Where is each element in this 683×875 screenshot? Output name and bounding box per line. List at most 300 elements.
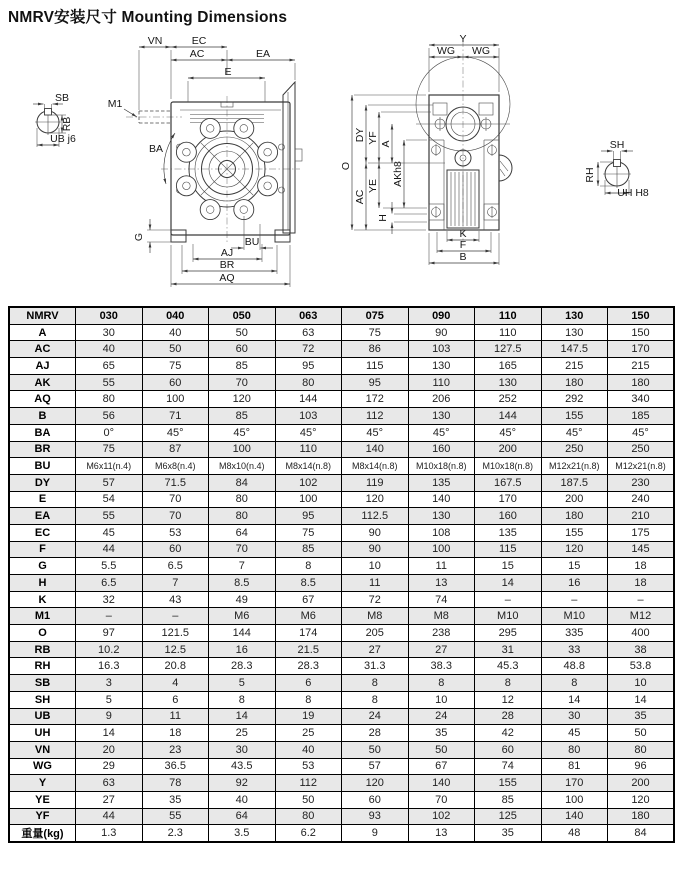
- dimension-cell: M8: [342, 608, 409, 625]
- dimension-cell: 60: [475, 741, 542, 758]
- dimension-cell: 120: [608, 791, 675, 808]
- dimension-cell: 75: [275, 524, 342, 541]
- dimension-cell: M8x14(n.8): [342, 458, 409, 475]
- dim-label-akh8: AKh8: [392, 161, 404, 187]
- dimension-cell: 205: [342, 625, 409, 642]
- dimension-cell: 16.3: [76, 658, 143, 675]
- dimension-cell: 121.5: [142, 625, 209, 642]
- dimension-cell: 70: [408, 791, 475, 808]
- row-label: O: [9, 625, 76, 642]
- dimension-cell: 30: [541, 708, 608, 725]
- dimension-cell: 140: [541, 808, 608, 825]
- header-cell-size: 040: [142, 307, 209, 324]
- dimension-cell: 10: [342, 558, 409, 575]
- dimension-cell: 100: [541, 791, 608, 808]
- dimension-cell: 45.3: [475, 658, 542, 675]
- dimension-cell: 28: [342, 725, 409, 742]
- dimension-cell: 60: [209, 341, 276, 358]
- row-label: EC: [9, 524, 76, 541]
- table-row: [9, 708, 674, 725]
- dimension-cell: M10x18(n.8): [408, 458, 475, 475]
- dimension-cell: 110: [275, 441, 342, 458]
- dimension-cell: 180: [541, 508, 608, 525]
- dimension-cell: 55: [76, 374, 143, 391]
- dimension-cell: 6: [275, 675, 342, 692]
- dimension-cell: 174: [275, 625, 342, 642]
- dimension-cell: 120: [541, 541, 608, 558]
- dimension-cell: 100: [408, 541, 475, 558]
- dimension-cell: 35: [608, 708, 675, 725]
- row-label: M1: [9, 608, 76, 625]
- dimension-cell: 15: [475, 558, 542, 575]
- dim-label-g: G: [133, 232, 145, 242]
- row-label: RH: [9, 658, 76, 675]
- dim-label-wg1: WG: [436, 45, 456, 57]
- dimension-cell: 45°: [275, 424, 342, 441]
- header-cell-size: 130: [541, 307, 608, 324]
- row-label: UH: [9, 725, 76, 742]
- dimension-cell: 21.5: [275, 641, 342, 658]
- row-label: Y: [9, 775, 76, 792]
- dimension-cell: 67: [275, 591, 342, 608]
- table-row: [9, 424, 674, 441]
- dimension-cell: 144: [209, 625, 276, 642]
- dimension-cell: 50: [209, 324, 276, 341]
- dimension-cell: 6.5: [76, 575, 143, 592]
- row-label: BU: [9, 458, 76, 475]
- header-cell-size: 050: [209, 307, 276, 324]
- dimension-cell: 57: [76, 474, 143, 491]
- dimension-cell: 7: [209, 558, 276, 575]
- table-row: [9, 825, 674, 843]
- dimension-cell: 16: [541, 575, 608, 592]
- table-row: [9, 641, 674, 658]
- dimension-cell: 60: [142, 374, 209, 391]
- table-row: [9, 725, 674, 742]
- dimension-cell: 35: [142, 791, 209, 808]
- dimension-cell: 64: [209, 524, 276, 541]
- dimension-cell: 115: [475, 541, 542, 558]
- dim-label-o: O: [340, 161, 352, 171]
- dimension-cell: 90: [342, 541, 409, 558]
- dimension-cell: 44: [76, 541, 143, 558]
- row-label: K: [9, 591, 76, 608]
- dimension-cell: 115: [342, 358, 409, 375]
- dimension-cell: 9: [76, 708, 143, 725]
- dimension-cell: 35: [408, 725, 475, 742]
- dimension-cell: 200: [608, 775, 675, 792]
- header-cell-size: 030: [76, 307, 143, 324]
- dimension-cell: M8: [408, 608, 475, 625]
- dimension-cell: 180: [608, 374, 675, 391]
- dimension-cell: 24: [342, 708, 409, 725]
- dimension-cell: 70: [209, 374, 276, 391]
- dimension-cell: 92: [209, 775, 276, 792]
- dimension-cell: 50: [142, 341, 209, 358]
- table-row: [9, 458, 674, 475]
- row-label: AK: [9, 374, 76, 391]
- dimension-cell: 144: [475, 408, 542, 425]
- table-row: [9, 524, 674, 541]
- table-row: [9, 541, 674, 558]
- dimension-cell: 13: [408, 825, 475, 843]
- dimension-cell: 170: [608, 341, 675, 358]
- dimension-cell: M8x14(n.8): [275, 458, 342, 475]
- dimension-cell: M10x18(n.8): [475, 458, 542, 475]
- dimension-cell: M12: [608, 608, 675, 625]
- dimension-cell: –: [76, 608, 143, 625]
- dim-label-h: H: [377, 214, 389, 222]
- dimension-cell: 2.3: [142, 825, 209, 843]
- header-cell-size: 110: [475, 307, 542, 324]
- dimension-cell: 12: [475, 691, 542, 708]
- dimension-cell: M6: [209, 608, 276, 625]
- output-shaft-section-drawing: [584, 139, 649, 199]
- header-cell-size: 090: [408, 307, 475, 324]
- dimension-cell: 28: [475, 708, 542, 725]
- dimension-cell: 147.5: [541, 341, 608, 358]
- row-label: AJ: [9, 358, 76, 375]
- dimension-cell: 160: [475, 508, 542, 525]
- dimension-cell: 100: [275, 491, 342, 508]
- dimension-cell: 295: [475, 625, 542, 642]
- dimension-cell: 16: [209, 641, 276, 658]
- dimension-cell: 140: [408, 775, 475, 792]
- dimension-cell: 53.8: [608, 658, 675, 675]
- dimension-cell: 14: [541, 691, 608, 708]
- dimension-cell: 63: [275, 324, 342, 341]
- header-cell-size: 063: [275, 307, 342, 324]
- dimension-cell: 80: [608, 741, 675, 758]
- dimension-cell: 25: [275, 725, 342, 742]
- table-row: [9, 374, 674, 391]
- dimension-cell: 45°: [209, 424, 276, 441]
- dim-label-sb: SB: [54, 92, 70, 104]
- dimension-cell: 160: [408, 441, 475, 458]
- header-cell-size: 075: [342, 307, 409, 324]
- dimension-cell: 8: [342, 675, 409, 692]
- front-view-drawing: [108, 35, 302, 287]
- dimension-cell: 48.8: [541, 658, 608, 675]
- dimension-cell: 120: [342, 491, 409, 508]
- table-row: [9, 625, 674, 642]
- dimension-cell: 80: [275, 374, 342, 391]
- dimension-cell: 14: [608, 691, 675, 708]
- dimension-cell: 18: [142, 725, 209, 742]
- dimension-cell: 102: [275, 474, 342, 491]
- dimension-cell: 112.5: [342, 508, 409, 525]
- dimension-cell: 119: [342, 474, 409, 491]
- dimension-cell: 155: [541, 524, 608, 541]
- dimension-cell: 185: [608, 408, 675, 425]
- dimension-cell: 110: [408, 374, 475, 391]
- dimension-cell: 108: [408, 524, 475, 541]
- dimension-cell: 15: [541, 558, 608, 575]
- dimension-cell: 50: [608, 725, 675, 742]
- row-label: EA: [9, 508, 76, 525]
- dim-label-ac-front: AC: [189, 48, 205, 60]
- dimension-cell: 130: [408, 408, 475, 425]
- dimension-cell: M6x11(n.4): [76, 458, 143, 475]
- dimension-cell: 49: [209, 591, 276, 608]
- dim-label-rb: RB: [61, 116, 73, 132]
- dimension-cell: 45°: [408, 424, 475, 441]
- dimension-cell: 75: [342, 324, 409, 341]
- header-cell-size: 150: [608, 307, 675, 324]
- dimension-cell: 103: [408, 341, 475, 358]
- dimension-cell: 1.3: [76, 825, 143, 843]
- row-label: 重量(kg): [9, 825, 76, 843]
- dimension-cell: 38.3: [408, 658, 475, 675]
- dim-label-k: K: [459, 228, 467, 240]
- dimension-cell: 42: [475, 725, 542, 742]
- dimension-cell: 45: [76, 524, 143, 541]
- dimension-cell: 45: [541, 725, 608, 742]
- dimension-cell: 45°: [608, 424, 675, 441]
- dimension-cell: 71: [142, 408, 209, 425]
- dimension-cell: 112: [342, 408, 409, 425]
- row-label: F: [9, 541, 76, 558]
- dim-label-ba: BA: [148, 143, 164, 155]
- dimension-cell: 18: [608, 558, 675, 575]
- dimension-cell: 31: [475, 641, 542, 658]
- dimension-cell: 14: [76, 725, 143, 742]
- row-label: YE: [9, 791, 76, 808]
- dimension-cell: 144: [275, 391, 342, 408]
- dimension-cell: 23: [142, 741, 209, 758]
- row-label: WG: [9, 758, 76, 775]
- row-label: SH: [9, 691, 76, 708]
- dimension-cell: 135: [475, 524, 542, 541]
- dimension-cell: 55: [76, 508, 143, 525]
- dimension-cell: 64: [209, 808, 276, 825]
- dimension-cell: 6.5: [142, 558, 209, 575]
- dimension-cell: 8: [209, 691, 276, 708]
- dimension-cell: 215: [541, 358, 608, 375]
- dimension-cell: 45°: [142, 424, 209, 441]
- dimension-cell: 78: [142, 775, 209, 792]
- dimension-cell: 100: [142, 391, 209, 408]
- dimension-cell: 4: [142, 675, 209, 692]
- dimension-cell: 50: [342, 741, 409, 758]
- dimension-cell: 10: [608, 675, 675, 692]
- row-label: VN: [9, 741, 76, 758]
- dimension-cell: 32: [76, 591, 143, 608]
- dimension-cell: 86: [342, 341, 409, 358]
- table-row: [9, 591, 674, 608]
- dimension-cell: 240: [608, 491, 675, 508]
- dimension-cell: 340: [608, 391, 675, 408]
- dimension-cell: 56: [76, 408, 143, 425]
- row-label: E: [9, 491, 76, 508]
- dimension-cell: 170: [541, 775, 608, 792]
- dimension-cell: 72: [342, 591, 409, 608]
- dimension-cell: 30: [76, 324, 143, 341]
- dimension-cell: 130: [475, 374, 542, 391]
- table-head: [9, 307, 674, 324]
- dim-label-wg2: WG: [471, 45, 491, 57]
- dimension-cell: 100: [209, 441, 276, 458]
- table-row: [9, 441, 674, 458]
- mounting-dimensions-table: [8, 306, 675, 843]
- row-label: YF: [9, 808, 76, 825]
- dimension-cell: 11: [142, 708, 209, 725]
- dimension-cell: 29: [76, 758, 143, 775]
- dimension-cell: 9: [342, 825, 409, 843]
- table-row: [9, 741, 674, 758]
- dimension-cell: 27: [342, 641, 409, 658]
- row-label: A: [9, 324, 76, 341]
- dim-label-b: B: [459, 251, 467, 263]
- dimension-cell: 8.5: [275, 575, 342, 592]
- dimension-cell: 67: [408, 758, 475, 775]
- table-row: [9, 791, 674, 808]
- dimension-cell: 96: [608, 758, 675, 775]
- dimension-cell: 8: [475, 675, 542, 692]
- dimension-cell: 250: [541, 441, 608, 458]
- dim-label-yf: YF: [367, 131, 379, 145]
- dimension-cell: 40: [142, 324, 209, 341]
- dimension-cell: 20.8: [142, 658, 209, 675]
- dimension-cell: 215: [608, 358, 675, 375]
- dimension-cell: 127.5: [475, 341, 542, 358]
- table-row: [9, 474, 674, 491]
- dimension-cell: 95: [275, 508, 342, 525]
- dimension-cell: 8.5: [209, 575, 276, 592]
- dimension-cell: 33: [541, 641, 608, 658]
- dimension-cell: 65: [76, 358, 143, 375]
- dim-label-ec: EC: [191, 35, 207, 47]
- row-label: RB: [9, 641, 76, 658]
- row-label: BA: [9, 424, 76, 441]
- dimension-cell: 95: [275, 358, 342, 375]
- row-label: BR: [9, 441, 76, 458]
- dimension-cell: 36.5: [142, 758, 209, 775]
- dimension-cell: –: [608, 591, 675, 608]
- dimension-cell: 167.5: [475, 474, 542, 491]
- dim-label-f: F: [459, 239, 467, 251]
- dimension-cell: 230: [608, 474, 675, 491]
- dimension-cell: 40: [275, 741, 342, 758]
- dimension-cell: 40: [209, 791, 276, 808]
- dimension-cell: 400: [608, 625, 675, 642]
- dimension-cell: 10.2: [76, 641, 143, 658]
- dimension-cell: 172: [342, 391, 409, 408]
- table-row: [9, 491, 674, 508]
- dimension-cell: 125: [475, 808, 542, 825]
- dimension-cell: 84: [608, 825, 675, 843]
- dimension-cell: 206: [408, 391, 475, 408]
- dimension-cell: 70: [142, 491, 209, 508]
- dimension-cell: 71.5: [142, 474, 209, 491]
- row-label: DY: [9, 474, 76, 491]
- dimension-cell: 8: [342, 691, 409, 708]
- table-row: [9, 758, 674, 775]
- mounting-dimensions-drawing: [0, 30, 683, 302]
- table-row: [9, 775, 674, 792]
- dimension-cell: 14: [475, 575, 542, 592]
- dimension-cell: 175: [608, 524, 675, 541]
- table-body: [9, 324, 674, 842]
- dimension-cell: 70: [209, 541, 276, 558]
- input-shaft-section-drawing: [33, 92, 76, 147]
- dimension-cell: 165: [475, 358, 542, 375]
- dimension-cell: 75: [142, 358, 209, 375]
- dimension-cell: 45°: [475, 424, 542, 441]
- dimension-cell: 19: [275, 708, 342, 725]
- dimension-cell: 252: [475, 391, 542, 408]
- dimension-cell: M10: [541, 608, 608, 625]
- table-row: [9, 341, 674, 358]
- dimension-cell: 8: [275, 558, 342, 575]
- row-label: G: [9, 558, 76, 575]
- dimension-cell: 57: [342, 758, 409, 775]
- dimension-cell: 90: [408, 324, 475, 341]
- dimension-cell: 60: [342, 791, 409, 808]
- table-row: [9, 508, 674, 525]
- table-header-row: [9, 307, 674, 324]
- dimension-cell: 31.3: [342, 658, 409, 675]
- dimension-cell: 238: [408, 625, 475, 642]
- row-label: SB: [9, 675, 76, 692]
- dimension-cell: 7: [142, 575, 209, 592]
- dimension-cell: –: [142, 608, 209, 625]
- side-view-drawing: [340, 33, 512, 265]
- dim-label-rh: RH: [584, 167, 596, 183]
- dimension-cell: 130: [408, 508, 475, 525]
- table-row: [9, 575, 674, 592]
- dimension-cell: 85: [209, 408, 276, 425]
- dimension-cell: 200: [475, 441, 542, 458]
- dimension-cell: 135: [408, 474, 475, 491]
- dimension-cell: 102: [408, 808, 475, 825]
- dimension-cell: 43: [142, 591, 209, 608]
- dimension-cell: M8x10(n.4): [209, 458, 276, 475]
- dimension-cell: 53: [142, 524, 209, 541]
- dimension-cell: 40: [76, 341, 143, 358]
- dimension-cell: 180: [541, 374, 608, 391]
- table-row: [9, 608, 674, 625]
- dimension-cell: M12x21(n.8): [541, 458, 608, 475]
- dimension-cell: 120: [209, 391, 276, 408]
- dimension-cell: 74: [408, 591, 475, 608]
- dimension-cell: 84: [209, 474, 276, 491]
- dimension-cell: 85: [275, 541, 342, 558]
- row-label: AC: [9, 341, 76, 358]
- dim-label-aq: AQ: [219, 272, 235, 284]
- dim-label-ea: EA: [255, 48, 271, 60]
- dimension-cell: 5: [76, 691, 143, 708]
- dimension-cell: 180: [608, 808, 675, 825]
- dimension-cell: 72: [275, 341, 342, 358]
- dimension-cell: 80: [209, 491, 276, 508]
- dim-label-aj: AJ: [220, 247, 234, 259]
- row-label: UB: [9, 708, 76, 725]
- dimension-cell: 38: [608, 641, 675, 658]
- dimension-cell: M10: [475, 608, 542, 625]
- dimension-cell: 85: [209, 358, 276, 375]
- dim-label-dy: DY: [354, 127, 366, 143]
- dimension-cell: M12x21(n.8): [608, 458, 675, 475]
- dimension-cell: 150: [608, 324, 675, 341]
- dimension-cell: M6: [275, 608, 342, 625]
- dimension-cell: 80: [275, 808, 342, 825]
- dim-label-ac-side: AC: [354, 189, 366, 205]
- dimension-cell: 28.3: [275, 658, 342, 675]
- dimension-cell: 80: [541, 741, 608, 758]
- dimension-cell: 63: [76, 775, 143, 792]
- dimension-cell: M6x8(n.4): [142, 458, 209, 475]
